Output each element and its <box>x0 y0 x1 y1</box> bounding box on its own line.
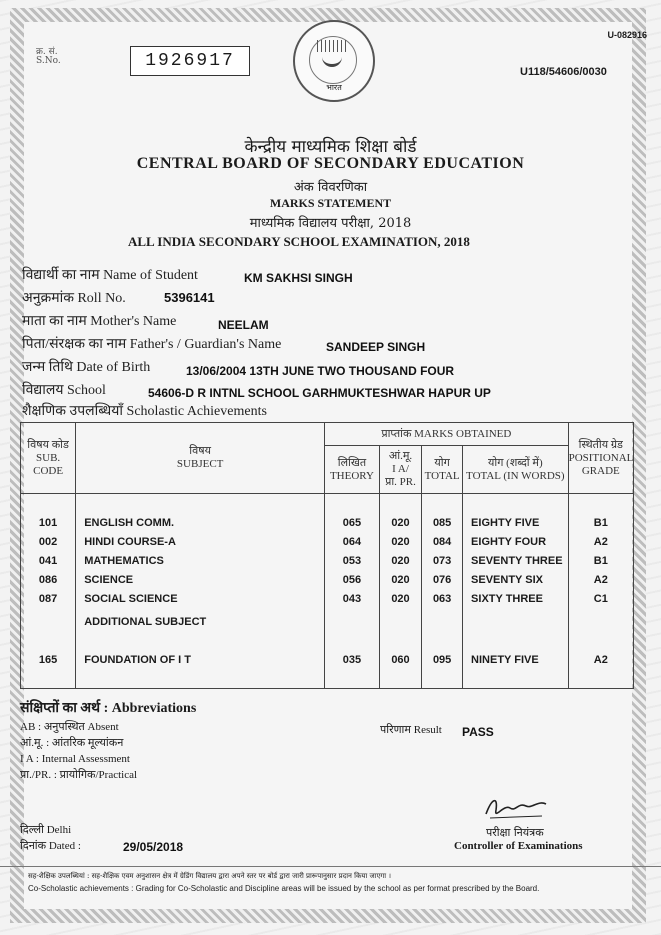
abbr-item: प्रा./PR. : प्रायोगिक/Practical <box>20 769 138 781</box>
cell-total: 085 <box>432 517 452 529</box>
student-name: KM SAKHSI SINGH <box>244 271 353 285</box>
cell-theory: 035 <box>342 654 362 666</box>
result-value: PASS <box>462 725 494 739</box>
cell-grade <box>569 632 633 651</box>
cell-ia: 020 <box>391 574 410 586</box>
cell-words: EIGHTY FIVE <box>471 517 540 529</box>
cell-theory: 056 <box>342 574 362 586</box>
board-name-english: CENTRAL BOARD OF SECONDARY EDUCATION <box>136 155 525 172</box>
cbse-emblem-icon <box>293 20 375 102</box>
board-name-hindi: केन्द्रीय माध्यमिक शिक्षा बोर्ड <box>244 137 417 157</box>
col-code <box>21 494 76 689</box>
issue-date: 29/05/2018 <box>123 840 184 854</box>
corner-code: U-082916 <box>607 30 647 40</box>
cell-ia: 020 <box>391 555 410 567</box>
abbr-item: I A : Internal Assessment <box>20 753 130 765</box>
emblem-text-bottom: भारत <box>326 83 342 92</box>
col-words <box>463 494 569 689</box>
sno-label-en: S.No. <box>36 56 61 66</box>
cell-total: 095 <box>432 654 452 666</box>
header-theory: लिखित THEORY <box>325 446 380 494</box>
cell-total <box>422 632 462 651</box>
col-ia <box>379 494 421 689</box>
cell-code <box>21 613 75 632</box>
cell-grade: C1 <box>593 593 608 605</box>
abbreviations-list <box>20 719 137 783</box>
cell-ia <box>380 613 421 632</box>
cell-subject: ADDITIONAL SUBJECT <box>84 616 207 628</box>
cell-words <box>471 613 568 632</box>
header-words: योग (शब्दों में) TOTAL (IN WORDS) <box>463 446 569 494</box>
header-total: योग TOTAL <box>422 446 463 494</box>
serial-number: 1926917 <box>130 46 250 76</box>
cell-grade: B1 <box>593 555 608 567</box>
cell-code: 086 <box>38 574 58 586</box>
roll-label: अनुक्रमांक Roll No. <box>22 291 126 306</box>
cell-ia: 020 <box>391 517 410 529</box>
cell-words: SEVENTY THREE <box>471 555 563 567</box>
achievements-label: शैक्षणिक उपलब्धियाँ Scholastic Achievements <box>22 404 267 419</box>
cell-words: EIGHTY FOUR <box>471 536 547 548</box>
cell-ia: 020 <box>391 536 410 548</box>
statement-title-hindi: अंक विवरणिका <box>293 180 368 195</box>
date-of-birth: 13/06/2004 13TH JUNE TWO THOUSAND FOUR <box>186 364 455 378</box>
cell-grade: B1 <box>593 517 608 529</box>
student-name-label: विद्यार्थी का नाम Name of Student <box>22 268 198 283</box>
col-subject <box>76 494 325 689</box>
cell-grade: A2 <box>593 574 608 586</box>
exam-title-hindi: माध्यमिक विद्यालय परीक्षा, 2018 <box>249 216 412 231</box>
sno-label-hi: क्र. सं. <box>36 47 58 57</box>
mother-label: माता का नाम Mother's Name <box>22 314 177 329</box>
cell-words: SIXTY THREE <box>471 593 543 605</box>
father-label: पिता/संरक्षक का नाम Father's / Guardian's Name <box>22 337 282 352</box>
controller-title-english: Controller of Examinations <box>454 840 583 852</box>
header-ia: आं.मू. I A/ प्रा. PR. <box>379 446 421 494</box>
cell-code <box>21 632 75 651</box>
exam-title-english <box>128 234 470 250</box>
dob-label: जन्म तिथि Date of Birth <box>22 360 151 375</box>
cell-subject: ENGLISH COMM. <box>84 517 175 529</box>
school-name: 54606-D R INTNL SCHOOL GARHMUKTESHWAR HAPUR UP <box>148 386 491 400</box>
mother-name: NEELAM <box>218 318 269 332</box>
cell-total: 063 <box>432 593 452 605</box>
cell-theory <box>325 613 379 632</box>
cell-grade <box>569 613 633 632</box>
cell-words <box>471 632 568 651</box>
cell-subject: SCIENCE <box>84 574 134 586</box>
roll-number: 5396141 <box>164 290 215 305</box>
exam-name: SECONDARY SCHOOL EXAMINATION, 2018 <box>198 234 470 249</box>
cell-subject: SOCIAL SCIENCE <box>84 593 178 605</box>
place: दिल्ली Delhi <box>20 824 72 836</box>
cell-code: 101 <box>38 517 58 529</box>
cell-code: 041 <box>38 555 58 567</box>
col-total <box>422 494 463 689</box>
cell-grade: A2 <box>593 654 608 666</box>
header-code: विषय कोड SUB. CODE <box>21 423 76 494</box>
cell-words: NINETY FIVE <box>471 654 539 666</box>
col-theory <box>325 494 380 689</box>
exam-prefix: ALL INDIA <box>128 234 196 249</box>
cell-words: SEVENTY SIX <box>471 574 543 586</box>
cell-subject: HINDI COURSE-A <box>84 536 176 548</box>
school-label: विद्यालय School <box>22 383 106 398</box>
marks-table <box>20 422 634 689</box>
cell-ia: 060 <box>391 654 410 666</box>
result-label: परिणाम Result <box>380 724 442 736</box>
cell-theory: 043 <box>342 593 362 605</box>
footer-english: Co-Scholastic achievements : Grading for Co-Scholastic and Discipline areas will be issued by the school as per format prescribed by the Board. <box>28 884 540 893</box>
footer-divider <box>0 866 661 867</box>
cell-ia: 020 <box>391 593 410 605</box>
cell-total: 076 <box>432 574 452 586</box>
abbreviations-title: संक्षिप्तों का अर्थ : Abbreviations <box>20 701 197 716</box>
cell-code: 165 <box>38 654 58 666</box>
controller-signature-icon <box>482 792 552 824</box>
cell-total <box>422 613 462 632</box>
cell-grade: A2 <box>593 536 608 548</box>
cell-subject <box>84 632 324 651</box>
cell-theory: 053 <box>342 555 362 567</box>
cell-subject: FOUNDATION OF I T <box>84 654 191 666</box>
col-grade <box>568 494 633 689</box>
cell-code: 087 <box>38 593 58 605</box>
cell-theory: 064 <box>342 536 362 548</box>
cell-subject: MATHEMATICS <box>84 555 164 567</box>
cell-code: 002 <box>38 536 58 548</box>
controller-title-hindi: परीक्षा नियंत्रक <box>486 826 544 839</box>
father-name: SANDEEP SINGH <box>326 340 426 354</box>
cell-theory <box>325 632 379 651</box>
header-grade: स्थितीय ग्रेड POSITIONAL GRADE <box>568 423 633 494</box>
footer-hindi: सह-शैक्षिक उपलब्धियां : सह-शैक्षिक एवम अनुशासन क्षेत्र में ग्रेडिंग विद्यालय द्वारा अपने स्तर पर बोर्ड द्वारा जारी प्रारूपानुसार प्रदान किया जाएगा । <box>28 872 391 880</box>
abbr-item: आं.मू. : आंतरिक मूल्यांकन <box>20 737 124 749</box>
header-subject: विषय SUBJECT <box>76 423 325 494</box>
abbr-item: AB : अनुपस्थित Absent <box>20 721 119 733</box>
header-marks-obtained: प्राप्तांक MARKS OBTAINED <box>325 423 569 446</box>
statement-title-english: MARKS STATEMENT <box>269 196 392 210</box>
cell-theory: 065 <box>342 517 362 529</box>
cell-total: 073 <box>432 555 452 567</box>
cell-total: 084 <box>432 536 452 548</box>
date-label: दिनांक Dated : <box>20 840 81 852</box>
reference-number: U118/54606/0030 <box>520 66 607 78</box>
cell-ia <box>380 632 421 651</box>
